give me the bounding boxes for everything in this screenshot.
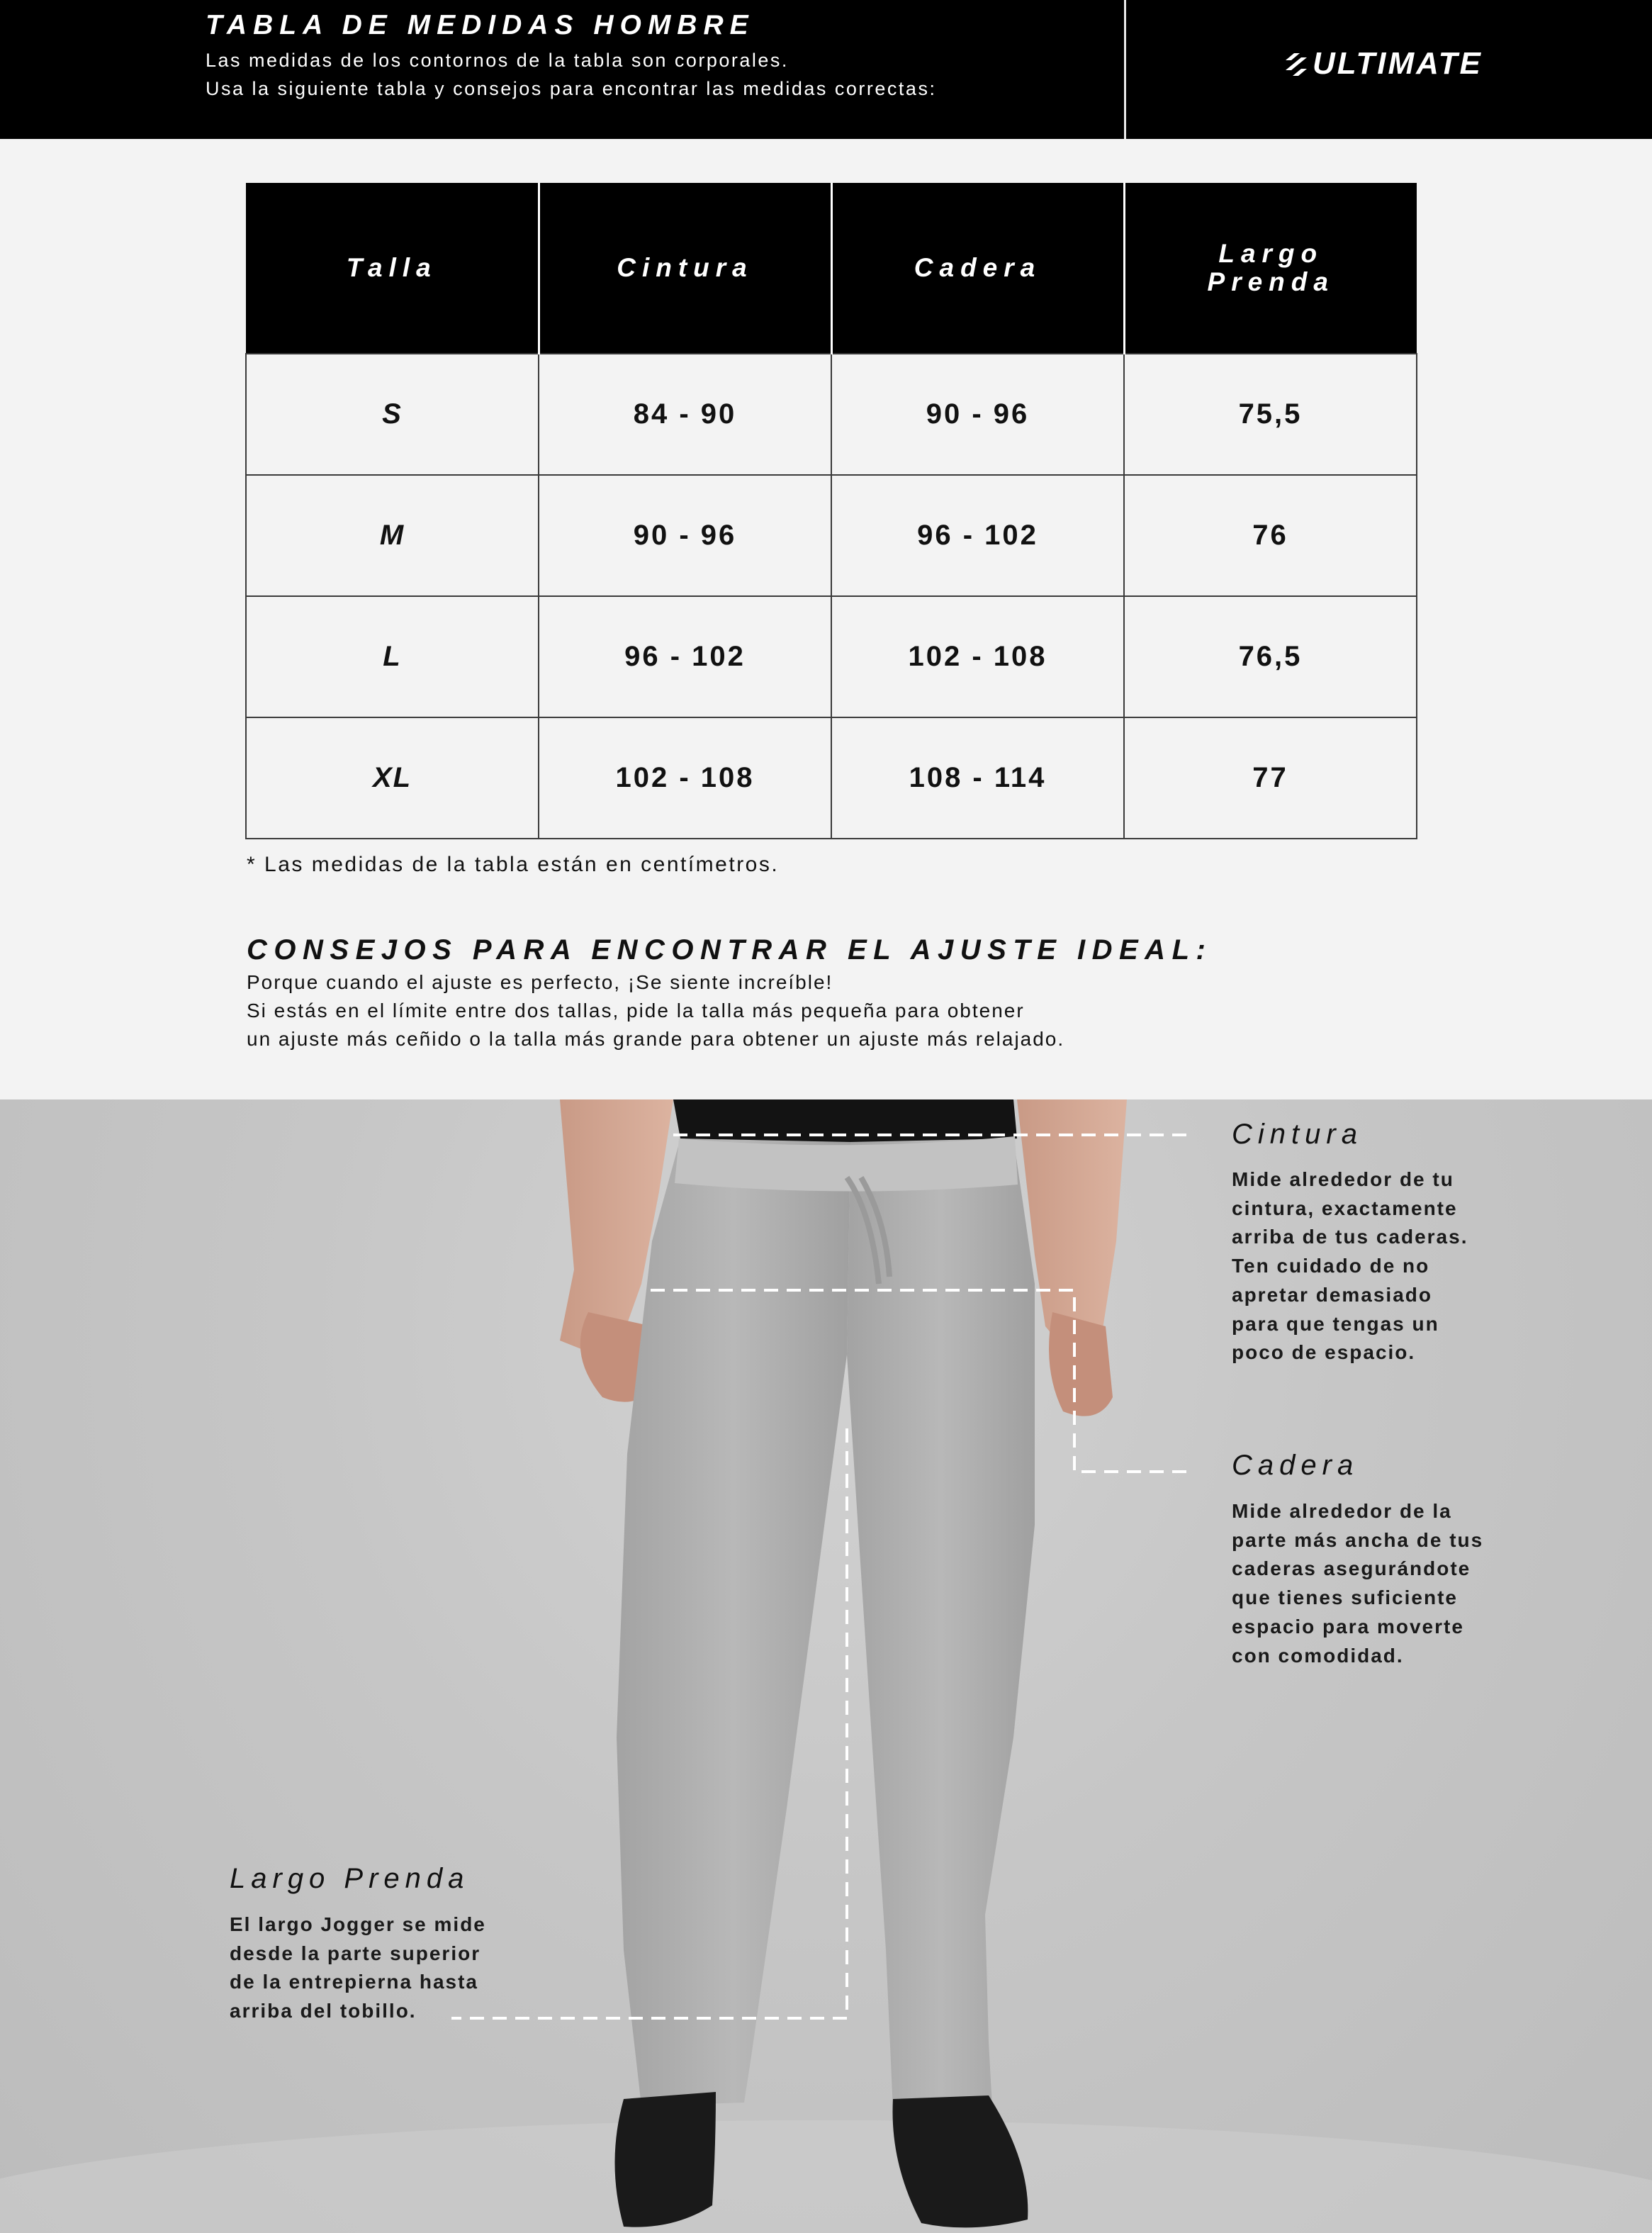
column-header-largo-text: Largo Prenda bbox=[1207, 239, 1334, 296]
column-header-cadera: Cadera bbox=[831, 183, 1124, 354]
annotation-line: poco de espacio. bbox=[1232, 1341, 1416, 1364]
annotation-line: desde la parte superior bbox=[230, 1942, 481, 1964]
header-subtitle-line2: Usa la siguiente tabla y consejos para encontrar las medidas correctas: bbox=[206, 78, 937, 99]
annotation-line: arriba del tobillo. bbox=[230, 2000, 417, 2022]
table-footnote: * Las medidas de la tabla están en centímetros. bbox=[247, 853, 780, 876]
brand-name: ULTIMATE bbox=[1313, 46, 1483, 81]
annotation-line: caderas asegurándote bbox=[1232, 1557, 1471, 1580]
annotation-line: de la entrepierna hasta bbox=[230, 1971, 479, 1993]
largo-cell: 77 bbox=[1124, 717, 1417, 839]
size-cell: M bbox=[246, 475, 539, 596]
page-title: TABLA DE MEDIDAS HOMBRE bbox=[206, 10, 755, 40]
cintura-cell: 96 - 102 bbox=[539, 596, 831, 717]
table-row bbox=[246, 596, 1417, 717]
largo-cell: 75,5 bbox=[1124, 354, 1417, 475]
right-hand-shape bbox=[1049, 1312, 1113, 1416]
column-header-talla: Talla bbox=[246, 183, 539, 354]
size-cell: XL bbox=[246, 717, 539, 839]
annotation-line: que tienes suficiente bbox=[1232, 1586, 1458, 1609]
tips-line: Si estás en el límite entre dos tallas, pide la talla más pequeña para obtener bbox=[247, 1000, 1025, 1022]
column-header-largo bbox=[1124, 183, 1417, 354]
size-table bbox=[245, 183, 1417, 839]
annotation-line: parte más ancha de tus bbox=[1232, 1528, 1484, 1551]
pants-right-leg-shape bbox=[847, 1138, 1035, 2110]
largo-annotation-title: Largo Prenda bbox=[230, 1863, 470, 1894]
header-bar bbox=[0, 0, 1652, 139]
ultimate-logo-icon bbox=[1284, 49, 1308, 79]
annotation-line: Ten cuidado de no bbox=[1232, 1255, 1430, 1277]
annotation-line: para que tengas un bbox=[1232, 1312, 1439, 1335]
cadera-cell: 102 - 108 bbox=[831, 596, 1124, 717]
annotation-line: cintura, exactamente bbox=[1232, 1197, 1458, 1219]
annotation-line: El largo Jogger se mide bbox=[230, 1913, 486, 1935]
annotation-line: arriba de tus caderas. bbox=[1232, 1226, 1468, 1248]
largo-annotation-text bbox=[230, 1910, 486, 2026]
cintura-annotation-text bbox=[1232, 1165, 1468, 1367]
cintura-annotation-title: Cintura bbox=[1232, 1119, 1363, 1150]
annotation-line: Mide alrededor de tu bbox=[1232, 1168, 1454, 1190]
largo-cell: 76,5 bbox=[1124, 596, 1417, 717]
annotation-line: con comodidad. bbox=[1232, 1644, 1404, 1667]
shirt-shape bbox=[673, 1099, 1017, 1144]
cintura-cell: 84 - 90 bbox=[539, 354, 831, 475]
tips-line: Porque cuando el ajuste es perfecto, ¡Se siente increíble! bbox=[247, 971, 833, 993]
table-row bbox=[246, 475, 1417, 596]
cadera-annotation-text bbox=[1232, 1497, 1483, 1670]
table-row bbox=[246, 717, 1417, 839]
cadera-cell: 108 - 114 bbox=[831, 717, 1124, 839]
size-cell: L bbox=[246, 596, 539, 717]
header-subtitle-line1: Las medidas de los contornos de la tabla son corporales. bbox=[206, 50, 789, 71]
largo-cell: 76 bbox=[1124, 475, 1417, 596]
cadera-cell: 90 - 96 bbox=[831, 354, 1124, 475]
annotation-line: Mide alrededor de la bbox=[1232, 1500, 1452, 1522]
brand-logo bbox=[1284, 43, 1483, 85]
table-header-row bbox=[246, 183, 1417, 354]
header-divider bbox=[1124, 0, 1126, 139]
tips-line: un ajuste más ceñido o la talla más grande para obtener un ajuste más relajado. bbox=[247, 1028, 1065, 1050]
table-row bbox=[246, 354, 1417, 475]
cadera-annotation-title: Cadera bbox=[1232, 1450, 1359, 1481]
size-cell: S bbox=[246, 354, 539, 475]
model-photo-section bbox=[0, 1099, 1652, 2233]
cintura-cell: 102 - 108 bbox=[539, 717, 831, 839]
annotation-line: espacio para moverte bbox=[1232, 1615, 1464, 1638]
left-shoe-shape bbox=[615, 2092, 717, 2227]
tips-title: CONSEJOS PARA ENCONTRAR EL AJUSTE IDEAL: bbox=[247, 934, 1213, 966]
pants-left-leg-shape bbox=[617, 1138, 850, 2106]
column-header-cintura: Cintura bbox=[539, 183, 831, 354]
cadera-cell: 96 - 102 bbox=[831, 475, 1124, 596]
annotation-line: apretar demasiado bbox=[1232, 1283, 1432, 1306]
cintura-cell: 90 - 96 bbox=[539, 475, 831, 596]
